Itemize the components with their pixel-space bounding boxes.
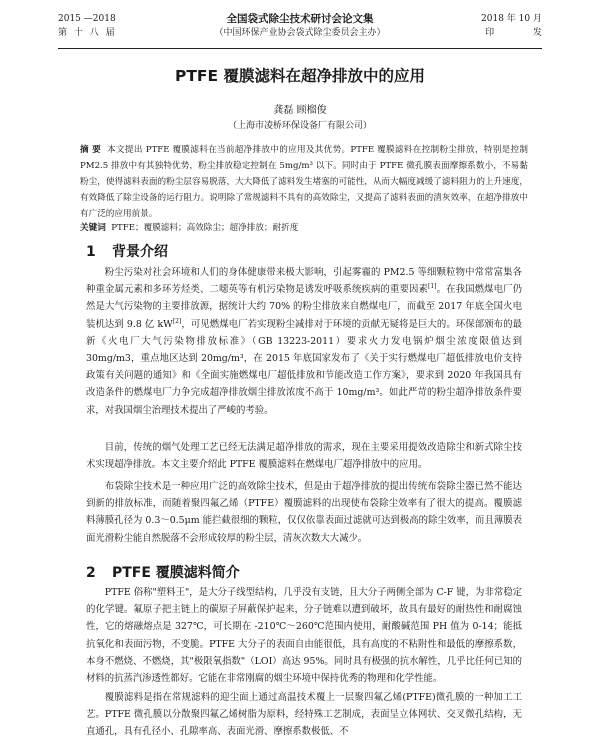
section-heading-background bbox=[86, 241, 168, 261]
section-title: 背景介绍 bbox=[112, 244, 168, 260]
paper-title: PTFE 覆膜滤料在超净排放中的应用 bbox=[174, 67, 425, 85]
header-printed: 印 发 bbox=[485, 28, 560, 38]
citation-ref: [1] bbox=[427, 283, 437, 291]
header-divider bbox=[58, 48, 542, 49]
paragraph-ptfe-2: 覆膜滤料是指在常规滤料的迎尘面上通过高温技术覆上一层聚四氟乙烯(PTFE)微孔膜的一种加工工艺。PTFE 微孔膜以分散聚四氟乙烯树脂为原料，经特殊工艺制成，表面呈立体网状、交叉微孔结构，无直通孔，具有孔径小、孔隙率高、表面光滑、摩擦系数极低、不 bbox=[86, 692, 522, 738]
citation-ref: [2] bbox=[172, 317, 182, 325]
header-date: 2018 年 10 月 bbox=[481, 14, 542, 24]
section-number: 1 bbox=[86, 244, 96, 260]
header-years: 2015 —2018 bbox=[58, 14, 116, 24]
paper-authors: 龚磊 顾榴俊 bbox=[273, 105, 327, 116]
section-title: PTFE 覆膜滤料简介 bbox=[112, 565, 240, 581]
abstract-text: 本文提出 PTFE 覆膜滤料在当前超净排放中的应用及其优势。PTFE 覆膜滤料在控制粉尘排放，特别是控制 PM2.5 排放中有其独特优势，粉尘排放稳定控制在 5mg/m³ 以下。同时由于 PTFE 微孔膜表面摩擦系数小，不易黏粉尘，使得滤料表面的粉尘层容易脱落，大大降低了滤料发生堵塞的可能性，从而大幅度减缓了滤料阻力的上升速度，有效降低了除尘设备的运行阻力。说明除了常规滤料不具有的高效除尘，又提高了滤料表面的清灰效率，在超净排放中有广泛的应用前景。 bbox=[80, 145, 528, 219]
paragraph-text: 。在我国燃煤电厂仍然是大气污染物的主要排放源，据统计大约 70% 的粉尘排放来自燃煤电厂，而截至 2017 年底全国火电装机达到 9.8 亿 kW bbox=[86, 284, 522, 330]
paragraph-text: ，可见燃煤电厂若实现粉尘减排对于环境的贡献无疑将是巨大的。环保部颁布的最新《火电厂大气污染物排放标准》（GB 13223-2011）要求火力发电锅炉烟尘浓度限值达到 30mg/m3，重点地区达到 20mg/m³，在 2015 年底国家发布了《关于实行燃煤电厂超低排放电价支持政策有关问题的通知》和《全面实施燃煤电厂超低排放和节能改造工作方案》，要求到 2020 年我国具有改造条件的燃煤电厂力争完成超净排放烟尘排放浓度不高于 10mg/m³。如此严苛的粉尘超净排放条件要求，对我国烟尘治理技术提出了严峻的考验。 bbox=[86, 318, 522, 416]
paragraph-text: 粉尘污染对社会环境和人们的身体健康带来极大影响，引起雾霾的 PM2.5 等细颗粒物中常常富集各种重金属元素和多环芳烃类、二噁英等有机污染物是诱发呼吸系统疾病的重要因素 bbox=[86, 267, 522, 296]
paragraph-background-2: 目前，传统的烟气处理工艺已经无法满足超净排放的需求，现在主要采用提效改造除尘和新式除尘技术实现超净排放。本文主要介绍此 PTFE 覆膜滤料在燃煤电厂超净排放中的应用。 bbox=[86, 442, 522, 471]
keywords bbox=[80, 220, 528, 236]
section-heading-ptfe-intro bbox=[86, 562, 240, 582]
paragraph-background-1 bbox=[86, 264, 522, 419]
header-center bbox=[58, 12, 542, 40]
abstract-label: 摘 要 bbox=[80, 145, 102, 155]
keywords-label: 关键词 bbox=[80, 223, 106, 233]
paper-affiliation: （上海市凌桥环保设备厂有限公司） bbox=[227, 121, 372, 131]
header-proceedings-title: 全国袋式除尘技术研讨会论文集 bbox=[226, 13, 374, 25]
header-right bbox=[481, 12, 560, 40]
keywords-text: PTFE；覆膜滤料；高效除尘；超净排放；耐折度 bbox=[111, 223, 299, 233]
paragraph-ptfe-1: PTFE 俗称"塑料王"，是大分子线型结构，几乎没有支链，且大分子两侧全部为 C-F 键，为非常稳定的化学键。氟原子把主链上的碳原子屏蔽保护起来，分子链难以遭到破坏，故具有最好的耐热性和耐腐蚀性，它的熔融熔点是 327℃，可长期在 -210℃～260℃范围内使用，耐酸碱范围 PH 值为 0-14；能抵抗氧化和表面污物，不变脆。PTFE 大分子的表面自由能很低，具有高度的不粘附性和最低的摩擦系数，本身不燃烧、不燃烧，其"极限氧指数"（LOI）高达 95%。同时具有极强的抗水解性，几乎比任何已知的材料的抗蒸汽渗透性都好。它能在非常刚腐的烟尘环境中保持优秀的物理和化学性能。 bbox=[86, 587, 522, 685]
header-edition: 第 十 八 届 bbox=[58, 28, 117, 38]
section-number: 2 bbox=[86, 565, 96, 581]
running-header bbox=[58, 10, 560, 48]
abstract bbox=[80, 142, 528, 222]
header-organizer: （中国环保产业协会袋式除尘委员会主办） bbox=[214, 28, 386, 38]
paragraph-background-3: 布袋除尘技术是一种应用广泛的高效除尘技术，但是由于超净排放的提出传统布袋除尘器已然不能达到新的排放标准，而随着聚四氟乙烯（PTFE）覆膜滤料的出现使布袋除尘效率有了很大的提高。覆膜滤料薄膜孔径为 0.3～0.5μm 能拦截很细的颗粒，仅仅依靠表面过滤就可达到极高的除尘效率，而且薄膜表面光滑粉尘能自然脱落不会形成较厚的粉尘层，清灰次数大大减少。 bbox=[86, 481, 522, 544]
